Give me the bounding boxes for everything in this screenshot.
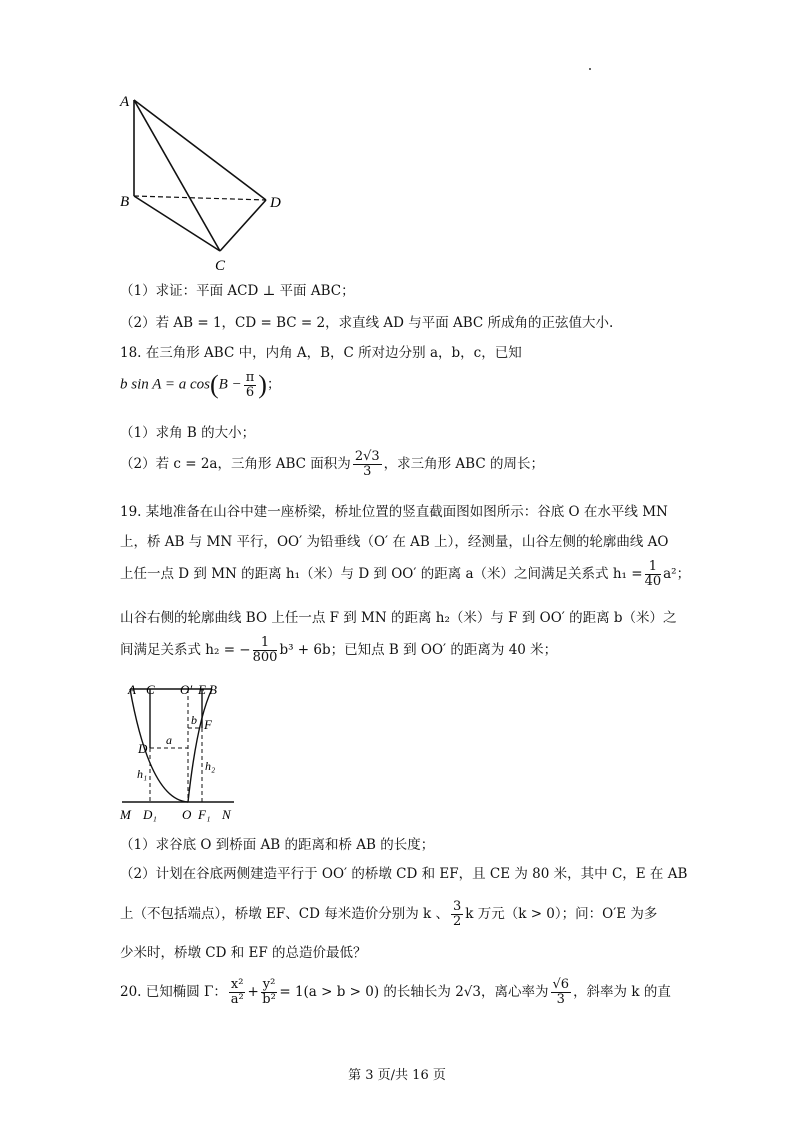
label-c: C: [146, 682, 155, 697]
formula-left: b sin A = a cos: [120, 376, 210, 393]
three-halves: $\frac{3}{2}$: [452, 899, 462, 929]
area-fraction: $\frac{2√3}{3}$: [354, 449, 380, 479]
vertex-b: B: [120, 194, 130, 210]
edge-cd: [220, 200, 266, 251]
close-paren: ): [258, 370, 267, 399]
q19-line4: 山谷右侧的轮廓曲线 BO 上任一点 F 到 MN 的距离 h₂（米）与 F 到 OO′ 的距离 b（米）之: [120, 610, 677, 626]
q19-line1: 19. 某地准备在山谷中建一座桥梁，桥址位置的竖直截面图如图所示：谷底 O 在水平线 MN: [120, 504, 668, 520]
q17-part2: （2）若 AB = 1，CD = BC = 2，求直线 AD 与平面 ABC 所成角的正弦值大小.: [120, 315, 614, 331]
tetrahedron-figure: [112, 88, 292, 273]
page-footer: 第 3 页/共 16 页: [348, 1068, 446, 1083]
label-o: O: [182, 807, 192, 822]
edge-bd-dashed: [134, 196, 266, 200]
edge-bc: [134, 196, 220, 251]
valley-figure: [112, 680, 247, 825]
vertex-a: A: [120, 94, 130, 110]
q18-part2: （2）若 c = 2a，三角形 ABC 面积为 $\frac{2√3}{3}$ ，求三角形 ABC 的周长；: [120, 449, 544, 479]
label-d: D: [138, 741, 148, 756]
q19-part1: （1）求谷底 O 到桥面 AB 的距离和桥 AB 的长度；: [120, 837, 435, 853]
label-d1: D₁: [143, 807, 157, 822]
q18-part1: （1）求角 B 的大小；: [120, 425, 256, 441]
formula-inner: B −: [218, 376, 242, 393]
q18-intro: 18. 在三角形 ABC 中，内角 A，B，C 所对边分别 a，b，c，已知: [120, 345, 522, 361]
label-f: F: [204, 717, 212, 732]
label-h1: h₁: [137, 767, 148, 781]
pi-over-six: $\frac{\pi}{6}$: [245, 369, 255, 400]
q19-part2-line2: 上（不包括端点），桥墩 EF、CD 每米造价分别为 k 、 $\frac{3}{2}$ k 万元（k > 0）；问：O′E 为多: [120, 899, 658, 929]
scan-dot: [589, 68, 591, 70]
q20-line: 20. 已知椭圆 Γ： $\frac{\text{x²}}{\text{a²}}$ + $\frac{\text{y²}}{\text{b²}}$ = 1(a > b > 0) 的长轴长为 2√3，离心率为 $\frac{√6}{3}$ ，斜率为 k 的直: [120, 977, 671, 1007]
label-b: B: [209, 682, 217, 697]
q19-line2: 上，桥 AB 与 MN 平行，OO′ 为铅垂线（O′ 在 AB 上），经测量，山谷左侧的轮廓曲线 AO: [120, 534, 669, 550]
one-fortieth: $\frac{1}{40}$: [644, 559, 662, 589]
q17-part1: （1）求证：平面 ACD ⊥ 平面 ABC；: [120, 283, 355, 299]
label-e: E: [198, 682, 206, 697]
q18-formula: b sin A = a cos(B − $\frac{\pi}{6}$ )；: [120, 369, 281, 400]
label-m: M: [120, 807, 131, 822]
edge-ac: [134, 100, 220, 251]
label-n: N: [222, 807, 231, 822]
label-seg-a: a: [166, 733, 172, 747]
curve-bo: [188, 689, 212, 802]
vertex-d: D: [270, 195, 281, 211]
q19-part2-line3: 少米时，桥墩 CD 和 EF 的总造价最低？: [120, 945, 367, 961]
y2-over-b2: $\frac{\text{y²}}{\text{b²}}$: [262, 977, 276, 1007]
eccentricity-fraction: $\frac{√6}{3}$: [552, 977, 570, 1007]
label-a: A: [128, 682, 136, 697]
label-f1: F₁: [198, 807, 211, 822]
open-paren: (: [210, 370, 219, 399]
label-o-prime: O′: [180, 682, 193, 697]
one-eight-hundredth: $\frac{1}{800}$: [252, 635, 278, 665]
q19-line5: 间满足关系式 h₂ = − $\frac{1}{800}$ b³ + 6b；已知点 B 到 OO′ 的距离为 40 米；: [120, 635, 558, 665]
x2-over-a2: $\frac{\text{x²}}{\text{a²}}$: [230, 977, 244, 1007]
q19-part2-line1: （2）计划在谷底两侧建造平行于 OO′ 的桥墩 CD 和 EF，且 CE 为 80 米，其中 C，E 在 AB: [120, 866, 688, 882]
vertex-c: C: [215, 258, 226, 273]
edge-ad: [134, 100, 266, 200]
label-seg-b: b: [191, 713, 197, 727]
label-h2: h₂: [205, 759, 216, 773]
q19-line3: 上任一点 D 到 MN 的距离 h₁（米）与 D 到 OO′ 的距离 a（米）之间满足关系式 h₁ = $\frac{1}{40}$ a²；: [120, 559, 691, 589]
